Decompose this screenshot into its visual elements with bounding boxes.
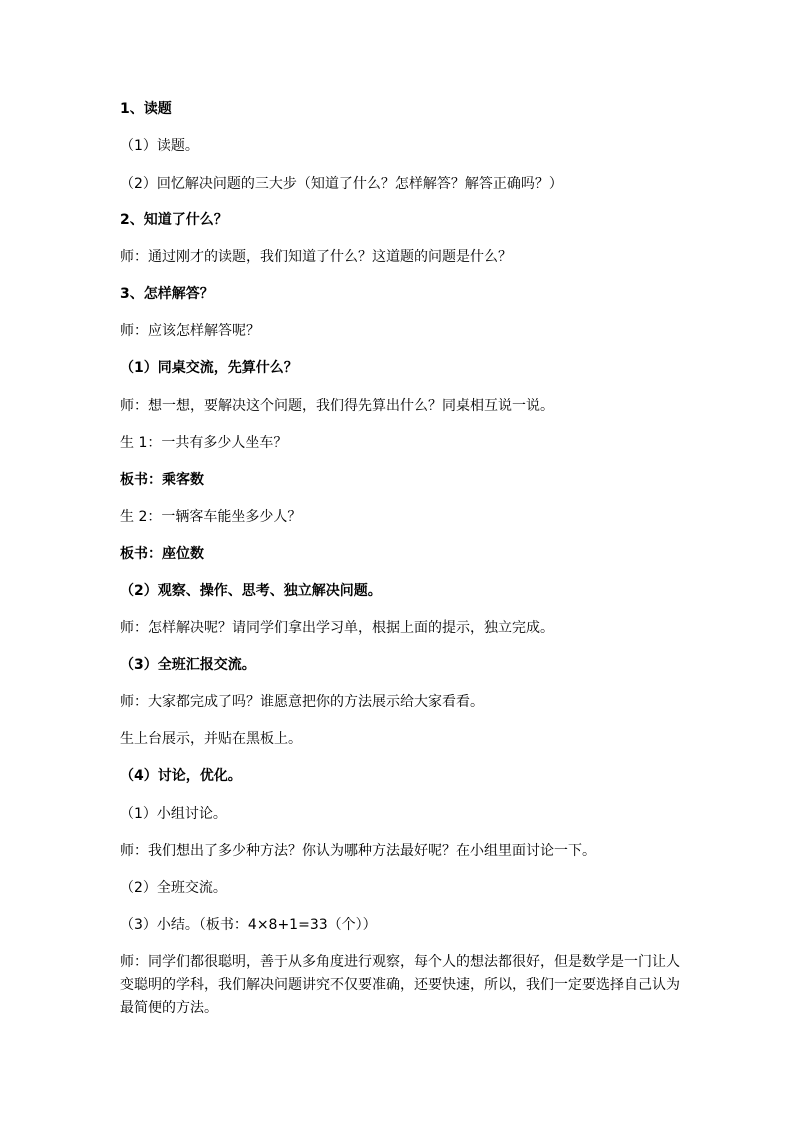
text-line: （2）全班交流。 <box>120 880 227 896</box>
heading-read-question: 1、读题 <box>120 101 172 117</box>
text-line: （1）小组讨论。 <box>120 806 227 822</box>
text-line: 师：大家都完成了吗？谁愿意把你的方法展示给大家看看。 <box>120 694 484 710</box>
heading-what-known: 2、知道了什么？ <box>120 212 228 228</box>
final-paragraph: 师：同学们都很聪明，善于从多角度进行观察，每个人的想法都很好，但是数学是一门让人变聪明的学科，我们解决问题讲究不仅要准确，还要快速，所以，我们一定要选择自己认为最简便的方法。 <box>120 954 680 1016</box>
text-line: 师：应该怎样解答呢？ <box>120 323 260 339</box>
text-line: （1）读题。 <box>120 138 199 154</box>
text-line: 师：想一想，要解决这个问题，我们得先算出什么？同桌相互说一说。 <box>120 398 554 414</box>
board-note: 板书：座位数 <box>120 546 204 562</box>
subheading: （2）观察、操作、思考、独立解决问题。 <box>120 583 382 599</box>
text-line: 生 2：一辆客车能坐多少人？ <box>120 509 302 525</box>
subheading: （4）讨论，优化。 <box>120 768 242 784</box>
subheading: （1）同桌交流，先算什么？ <box>120 360 298 376</box>
summary-line: （3）小结。（板书：4×8+1=33（个）） <box>120 917 377 933</box>
text-line: 生上台展示，并贴在黑板上。 <box>120 731 302 747</box>
text-line: 师：我们想出了多少种方法？你认为哪种方法最好呢？在小组里面讨论一下。 <box>120 843 596 859</box>
subheading: （3）全班汇报交流。 <box>120 657 256 673</box>
text-line: （2）回忆解决问题的三大步（知道了什么？怎样解答？解答正确吗？） <box>120 176 563 192</box>
text-line: 生 1：一共有多少人坐车？ <box>120 435 288 451</box>
text-line: 师：通过刚才的读题，我们知道了什么？这道题的问题是什么？ <box>120 249 512 265</box>
text-line: 师：怎样解决呢？请同学们拿出学习单，根据上面的提示，独立完成。 <box>120 620 554 636</box>
board-note: 板书：乘客数 <box>120 472 204 488</box>
heading-how-solve: 3、怎样解答？ <box>120 286 214 302</box>
